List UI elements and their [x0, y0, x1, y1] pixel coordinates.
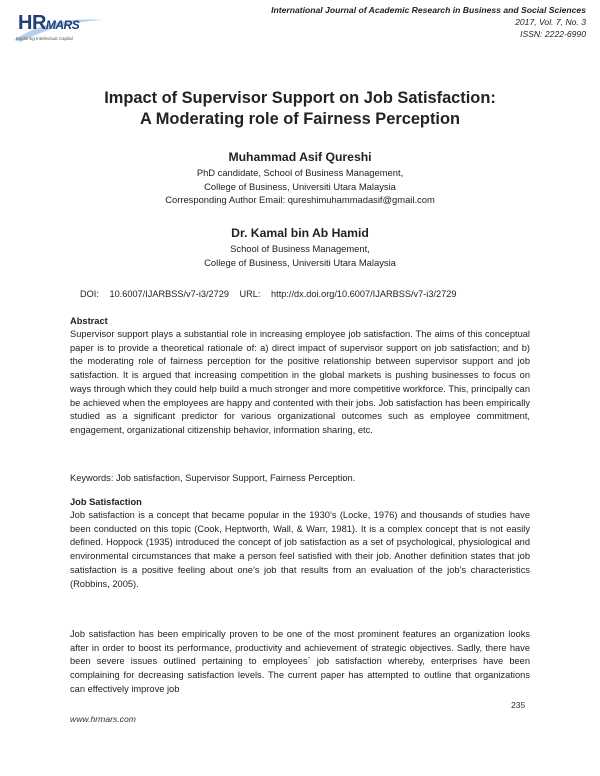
paragraph: Job satisfaction is a concept that became popular in the 1930’s (Locke, 1976) and thousands of studies have been conducted on this topic (Cook, Heptworth, Wall, & Warr, 1981). It is a complex concept that is not easily defined. Hoppock (1935) introduced the concept of job satisfaction as a set of psychological, physiological and environmental circumstances that make a person feel satisfied with their job. Another definition states that job satisfaction is a positive feeling about one’s job that results from an evaluation of the job’s characteristics (Robbins, 2005).: [70, 510, 530, 589]
paragraph: Job satisfaction has been empirically proven to be one of the most prominent features an organization looks after in order to boost its performance, productivity and achievement of strategic objectives. Sadly, there have been severe issues outlined pertaining to employees` job satisfaction whereby, enterprises have been complaining for decreasing satisfaction levels. The current paper has attempted to outline that organizations can effectively improve job: [70, 629, 530, 694]
abstract-heading: Abstract: [70, 316, 108, 326]
hrmars-logo: [10, 10, 106, 50]
keywords: Keywords: Job satisfaction, Supervisor Support, Fairness Perception.: [70, 473, 356, 483]
footer-url[interactable]: www.hrmars.com: [70, 714, 136, 724]
title-line-1: Impact of Supervisor Support on Job Satisfaction:: [104, 89, 496, 107]
author-2-affiliation: [0, 242, 600, 269]
corresponding-email: Corresponding Author Email: qureshimuhammadasif@gmail.com: [165, 194, 435, 206]
url-label: URL:: [239, 289, 261, 299]
title-line-2: A Moderating role of Fairness Perception: [140, 110, 460, 128]
url-link[interactable]: http://dx.doi.org/10.6007/IJARBSS/v7-i3/2729: [271, 289, 457, 299]
affiliation-line: PhD candidate, School of Business Management,: [196, 167, 404, 178]
logo-name: HR: [18, 12, 46, 34]
affiliation-line: College of Business, Universiti Utara Malaysia: [204, 256, 396, 268]
journal-header: [271, 4, 586, 40]
journal-name: International Journal of Academic Research in Business and Social Sciences: [271, 5, 586, 15]
author-1-name: Muhammad Asif Qureshi: [228, 150, 372, 164]
doi-label: DOI:: [80, 289, 99, 299]
doi-value[interactable]: 10.6007/IJARBSS/v7-i3/2729: [109, 289, 229, 299]
doi-line: [80, 289, 464, 299]
paper-title: [0, 88, 600, 130]
author-2-name: Dr. Kamal bin Ab Hamid: [231, 226, 369, 240]
journal-issn: ISSN: 2222-6990: [520, 29, 586, 39]
abstract-text: Supervisor support plays a substantial role in increasing employee job satisfaction. The aims of this conceptual paper is to provide a theoretical rationale of: a) direct impact of supervisor support on job satisfaction; and b) the moderating role of fairness perception for the positive relationship between supervisor support and job satisfaction. It is argued that increasing competition in the global markets is pushing businesses to focus on ways through which they could help build a much stronger and more competitive workforce. This, principally can be achieved when the employees are happy and contented with their jobs. Job satisfaction has been empirically studied as a significant predictor for various organizational outcomes such as employee commitment, engagement, organizational citizenship behavior, information sharing, etc.: [70, 329, 530, 435]
journal-volume: 2017, Vol. 7, No. 3: [515, 17, 586, 27]
author-1-affiliation: [0, 166, 600, 207]
affiliation-line: School of Business Management,: [230, 243, 370, 254]
logo-suffix: MARS: [45, 18, 80, 32]
page-number: 235: [511, 700, 526, 710]
affiliation-line: College of Business, Universiti Utara Malaysia: [204, 180, 396, 192]
section-heading: Job Satisfaction: [70, 497, 142, 507]
logo-tagline: Exploring Intellectual Capital: [16, 36, 73, 41]
